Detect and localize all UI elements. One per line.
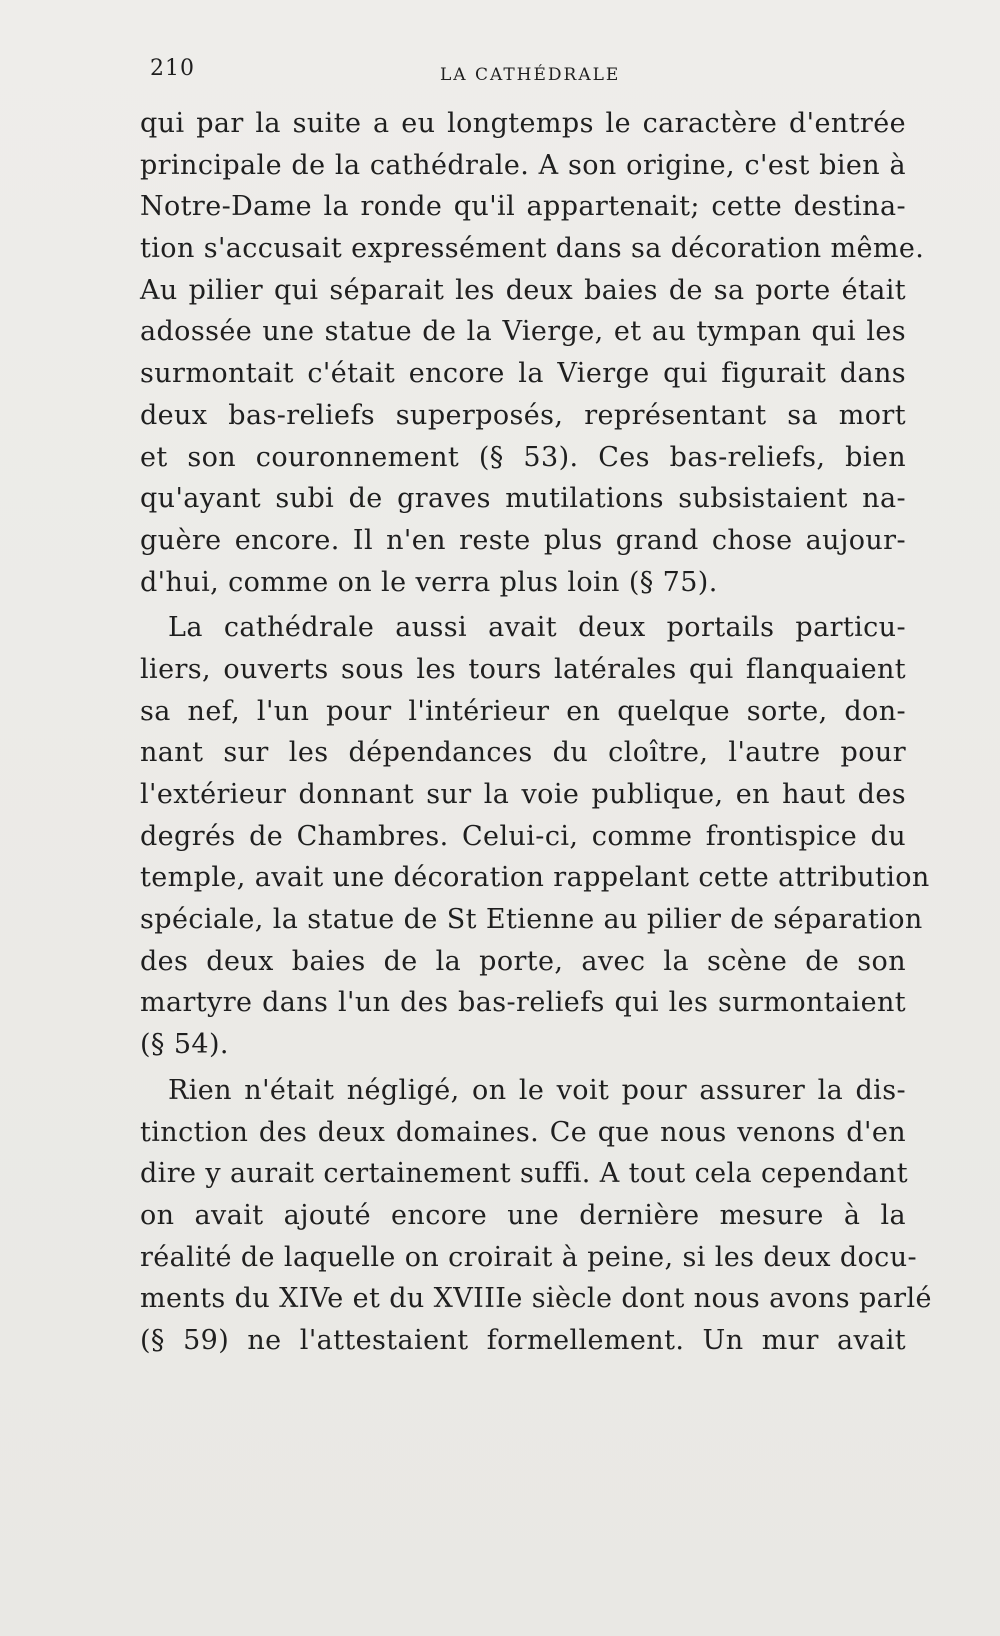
text-line: degrés de Chambres. Celui-ci, comme frontispice du bbox=[140, 820, 906, 852]
text-line: spéciale, la statue de St Etienne au pilier de séparation bbox=[140, 904, 923, 936]
running-head bbox=[148, 56, 908, 96]
text-line: temple, avait une décoration rappelant cette attribution bbox=[140, 862, 930, 894]
text-line: guère encore. Il n'en reste plus grand chose aujour- bbox=[140, 524, 906, 556]
text-line: réalité de laquelle on croirait à peine, si les deux docu- bbox=[140, 1241, 918, 1273]
text-line: Au pilier qui séparait les deux baies de sa porte était bbox=[140, 274, 906, 306]
text-line: adossée une statue de la Vierge, et au tympan qui les bbox=[140, 316, 906, 348]
text-line: nant sur les dépendances du cloître, l'autre pour bbox=[140, 737, 906, 769]
text-line: principale de la cathédrale. A son origine, c'est bien à bbox=[140, 149, 906, 181]
text-line: (§ 59) ne l'attestaient formellement. Un mur avait bbox=[140, 1324, 906, 1356]
text-line: d'hui, comme on le verra plus loin (§ 75). bbox=[140, 566, 718, 598]
text-line: sa nef, l'un pour l'intérieur en quelque sorte, don- bbox=[140, 695, 906, 727]
text-line: qu'ayant subi de graves mutilations subsistaient na- bbox=[140, 483, 906, 515]
text-line: martyre dans l'un des bas-reliefs qui les surmontaient bbox=[140, 987, 906, 1019]
text-line: qui par la suite a eu longtemps le caractère d'entrée bbox=[140, 108, 906, 139]
paragraph-1 bbox=[140, 103, 925, 603]
page-number: 210 bbox=[150, 56, 195, 81]
text-line: tinction des deux domaines. Ce que nous venons d'en bbox=[140, 1116, 906, 1148]
text-line: Notre-Dame la ronde qu'il appartenait; cette destina- bbox=[140, 191, 906, 223]
text-line: La cathédrale aussi avait deux portails particu- bbox=[168, 612, 906, 644]
text-line: surmontait c'était encore la Vierge qui figurait dans bbox=[140, 358, 906, 390]
body-text bbox=[140, 103, 932, 1362]
text-line: ments du XIVe et du XVIIIe siècle dont nous avons parlé bbox=[140, 1283, 932, 1315]
paragraph-3 bbox=[140, 1070, 932, 1362]
text-line: et son couronnement (§ 53). Ces bas-reliefs, bien bbox=[140, 441, 906, 473]
text-line: tion s'accusait expressément dans sa décoration même. bbox=[140, 233, 925, 265]
running-title: LA CATHÉDRALE bbox=[440, 65, 621, 85]
text-line: on avait ajouté encore une dernière mesure à la bbox=[140, 1199, 906, 1231]
text-line: des deux baies de la porte, avec la scène de son bbox=[140, 945, 906, 977]
text-line: deux bas-reliefs superposés, représentant sa mort bbox=[140, 399, 906, 431]
text-line: dire y aurait certainement suffi. A tout cela cependant bbox=[140, 1158, 908, 1190]
text-line: liers, ouverts sous les tours latérales qui flanquaient bbox=[140, 653, 906, 685]
text-line: (§ 54). bbox=[140, 1029, 229, 1061]
text-line: Rien n'était négligé, on le voit pour assurer la dis- bbox=[168, 1074, 906, 1106]
paragraph-2 bbox=[140, 607, 930, 1066]
text-line: l'extérieur donnant sur la voie publique, en haut des bbox=[140, 779, 906, 810]
